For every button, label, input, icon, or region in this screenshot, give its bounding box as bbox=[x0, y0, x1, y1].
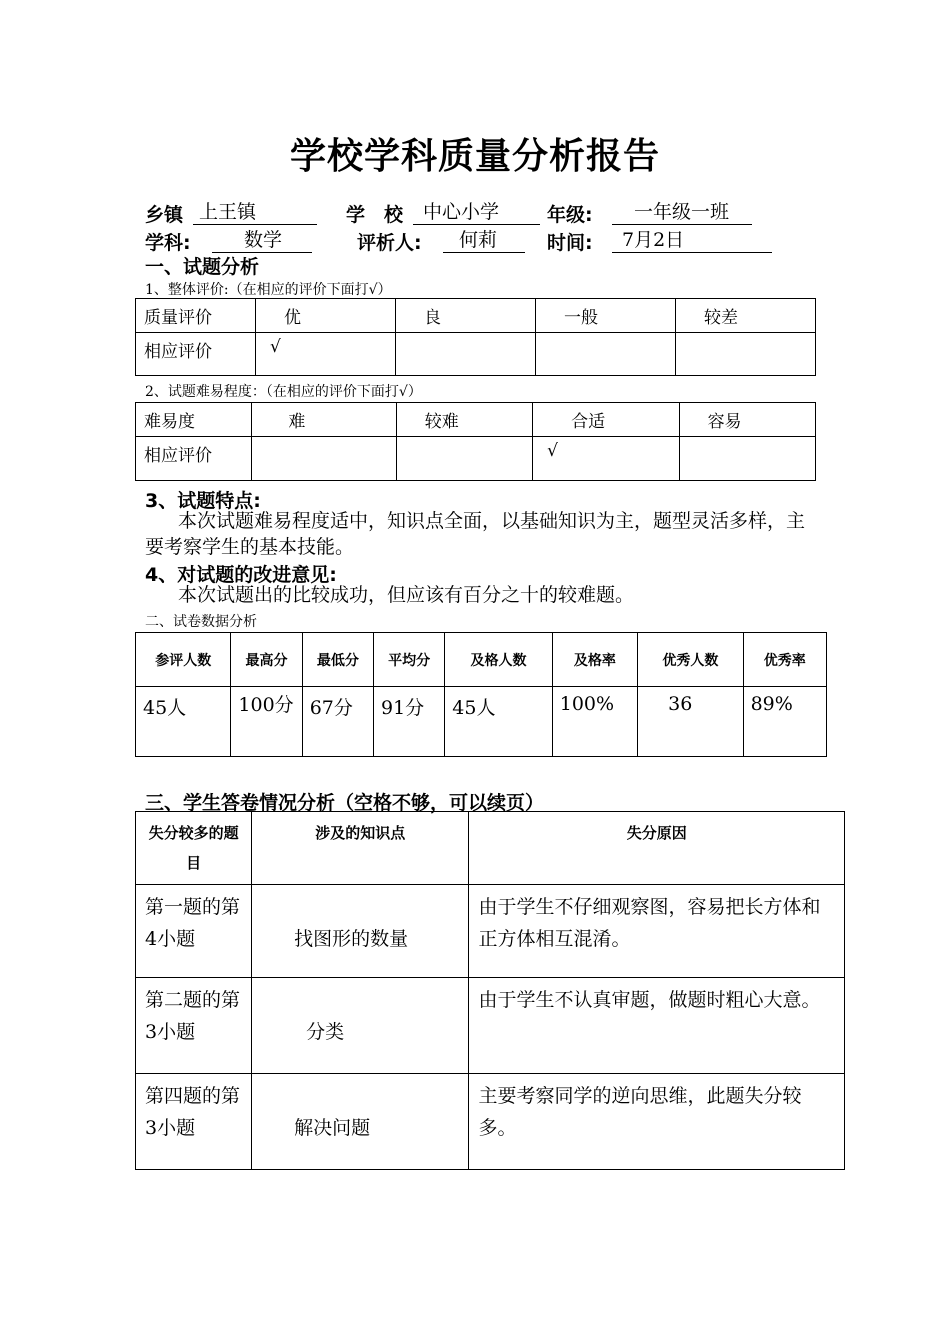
difficulty-header-1: 难 bbox=[252, 403, 396, 437]
score-header-0: 参评人数 bbox=[136, 633, 231, 687]
difficulty-caption: 2、试题难易程度：（在相应的评价下面打√） bbox=[145, 384, 422, 400]
difficulty-mark-1 bbox=[396, 437, 532, 481]
overall-mark-2 bbox=[536, 333, 676, 376]
score-value-0: 45人 bbox=[136, 687, 231, 757]
analysis-row-2-question: 第二题的第3小题 bbox=[136, 978, 252, 1074]
analysis-row-3-reason: 主要考察同学的逆向思维，此题失分较多。 bbox=[469, 1074, 845, 1170]
analysis-row-3-question: 第四题的第3小题 bbox=[136, 1074, 252, 1170]
features-text: 本次试题难易程度适中，知识点全面，以基础知识为主，题型灵活多样，主要考察学生的基本技能。 bbox=[145, 510, 806, 558]
score-header-2: 最低分 bbox=[302, 633, 373, 687]
grade-label: 年级: bbox=[547, 204, 593, 226]
overall-mark-1 bbox=[396, 333, 536, 376]
score-value-4: 45人 bbox=[445, 687, 552, 757]
score-header-6: 优秀人数 bbox=[638, 633, 743, 687]
score-header-7: 优秀率 bbox=[743, 633, 826, 687]
overall-evaluation-table bbox=[135, 298, 816, 376]
section2-heading: 二、试卷数据分析 bbox=[145, 614, 257, 630]
suggest-text: 本次试题出的比较成功，但应该有百分之十的较难题。 bbox=[178, 584, 635, 606]
analysis-header-reason: 失分原因 bbox=[469, 812, 845, 885]
score-value-5: 100% bbox=[552, 687, 637, 757]
suggest-heading: 4、对试题的改进意见: bbox=[145, 564, 337, 586]
difficulty-row-label: 相应评价 bbox=[136, 437, 252, 481]
school-label: 学 校 bbox=[346, 204, 404, 226]
overall-header-3: 一般 bbox=[536, 299, 676, 333]
overall-header-0: 质量评价 bbox=[136, 299, 256, 333]
score-header-3: 平均分 bbox=[374, 633, 445, 687]
subject-value: 数学 bbox=[212, 228, 312, 253]
score-header-1: 最高分 bbox=[231, 633, 302, 687]
overall-header-1: 优 bbox=[256, 299, 396, 333]
score-value-3: 91分 bbox=[374, 687, 445, 757]
score-value-1: 100分 bbox=[231, 687, 302, 757]
score-data-table bbox=[135, 632, 827, 757]
grade-value: 一年级一班 bbox=[612, 200, 752, 225]
analysis-header-knowledge: 涉及的知识点 bbox=[252, 812, 469, 885]
difficulty-header-2: 较难 bbox=[396, 403, 532, 437]
analysis-row-3-knowledge: 解决问题 bbox=[252, 1074, 469, 1170]
analysis-row-1-question: 第一题的第4小题 bbox=[136, 885, 252, 978]
features-heading: 3、试题特点: bbox=[145, 490, 261, 512]
overall-header-4: 较差 bbox=[676, 299, 816, 333]
reviewer-value: 何莉 bbox=[443, 228, 525, 253]
difficulty-header-3: 合适 bbox=[533, 403, 679, 437]
overall-header-2: 良 bbox=[396, 299, 536, 333]
section3-heading: 三、学生答卷情况分析（空格不够，可以续页） bbox=[145, 792, 545, 814]
score-header-5: 及格率 bbox=[552, 633, 637, 687]
score-header-4: 及格人数 bbox=[445, 633, 552, 687]
score-value-2: 67分 bbox=[302, 687, 373, 757]
difficulty-mark-3 bbox=[679, 437, 815, 481]
subject-label: 学科: bbox=[145, 232, 191, 254]
town-label: 乡镇 bbox=[145, 204, 184, 226]
difficulty-mark-2: √ bbox=[533, 437, 679, 481]
analysis-header-question: 失分较多的题目 bbox=[136, 812, 252, 885]
score-value-7: 89% bbox=[743, 687, 826, 757]
time-value: 7月2日 bbox=[612, 228, 772, 253]
difficulty-header-0: 难易度 bbox=[136, 403, 252, 437]
answer-analysis-table bbox=[135, 811, 845, 1170]
overall-mark-3 bbox=[676, 333, 816, 376]
time-label: 时间: bbox=[547, 232, 593, 254]
section1-heading: 一、试题分析 bbox=[145, 256, 260, 278]
difficulty-mark-0 bbox=[252, 437, 396, 481]
reviewer-label: 评析人: bbox=[357, 232, 422, 254]
overall-caption: 1、整体评价:（在相应的评价下面打√） bbox=[145, 282, 392, 298]
overall-mark-0: √ bbox=[256, 333, 396, 376]
page-title: 学校学科质量分析报告 bbox=[289, 136, 660, 177]
difficulty-table bbox=[135, 402, 816, 481]
difficulty-header-4: 容易 bbox=[679, 403, 815, 437]
analysis-row-1-knowledge: 找图形的数量 bbox=[252, 885, 469, 978]
overall-row-label: 相应评价 bbox=[136, 333, 256, 376]
analysis-row-2-knowledge: 分类 bbox=[252, 978, 469, 1074]
score-value-6: 36 bbox=[638, 687, 743, 757]
analysis-row-1-reason: 由于学生不仔细观察图，容易把长方体和正方体相互混淆。 bbox=[469, 885, 845, 978]
school-value: 中心小学 bbox=[413, 200, 540, 225]
analysis-row-2-reason: 由于学生不认真审题，做题时粗心大意。 bbox=[469, 978, 845, 1074]
town-value: 上王镇 bbox=[193, 200, 317, 225]
